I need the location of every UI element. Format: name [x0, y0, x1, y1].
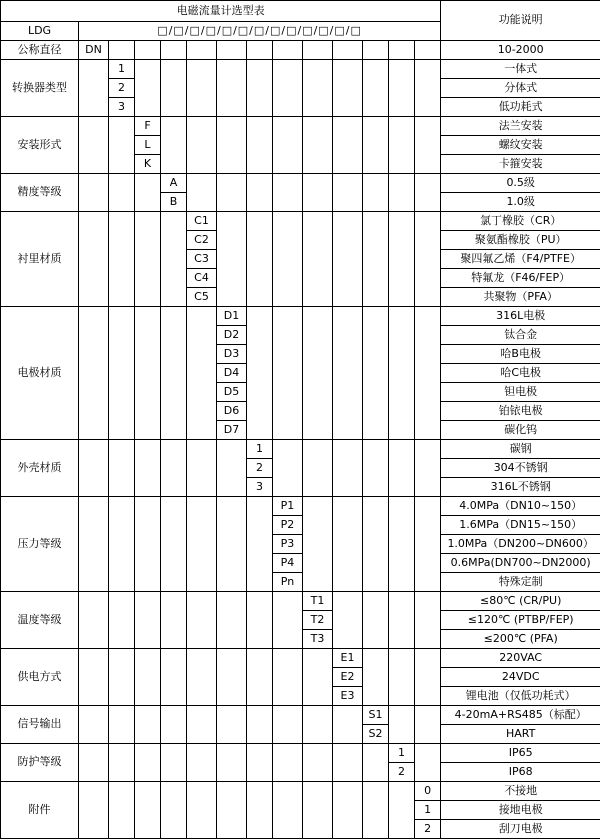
- desc-cell: 220VAC: [441, 649, 600, 668]
- desc-cell: 4.0MPa（DN10~150）: [441, 497, 600, 516]
- code-cell: D5: [217, 383, 247, 402]
- row-label-10: 信号输出: [1, 706, 79, 744]
- desc-cell: 1.0MPa（DN200~DN600）: [441, 535, 600, 554]
- spacer-cell: [217, 706, 247, 744]
- desc-cell: 哈B电极: [441, 345, 600, 364]
- spacer-cell: [273, 706, 303, 744]
- spacer-cell: [79, 782, 109, 839]
- code-cell: 0: [415, 782, 441, 801]
- code-cell: D3: [217, 345, 247, 364]
- spacer-cell: [415, 307, 441, 440]
- spacer-cell: [187, 782, 217, 839]
- code-cell: S1: [363, 706, 389, 725]
- spacer-cell: [135, 212, 161, 307]
- spacer-cell: [187, 592, 217, 649]
- code-cell: 2: [247, 459, 273, 478]
- spacer-cell: [79, 212, 109, 307]
- spacer-cell: [79, 592, 109, 649]
- spacer-cell: [363, 649, 389, 706]
- desc-cell: 氯丁橡胶（CR）: [441, 212, 600, 231]
- row-label-6: 外壳材质: [1, 440, 79, 497]
- code-cell: P4: [273, 554, 303, 573]
- spacer-cell: [415, 706, 441, 744]
- spacer-cell: [303, 497, 333, 592]
- spacer-cell: [135, 497, 161, 592]
- code-cell: A: [161, 174, 187, 193]
- code-cell: P2: [273, 516, 303, 535]
- spacer-cell: [135, 649, 161, 706]
- spacer-cell: [363, 497, 389, 592]
- spacer-cell: [161, 117, 187, 174]
- spacer-cell: [109, 41, 135, 60]
- spacer-cell: [135, 440, 161, 497]
- spacer-cell: [161, 497, 187, 592]
- spacer-cell: [217, 41, 247, 60]
- desc-cell: 10-2000: [441, 41, 600, 60]
- spacer-cell: [161, 592, 187, 649]
- spacer-cell: [247, 497, 273, 592]
- desc-cell: 法兰安装: [441, 117, 600, 136]
- spacer-cell: [303, 212, 333, 307]
- spacer-cell: [333, 592, 363, 649]
- table-row: [1, 706, 600, 725]
- spacer-cell: [415, 649, 441, 706]
- spacer-cell: [135, 174, 161, 212]
- code-cell: D6: [217, 402, 247, 421]
- code-cell: C2: [187, 231, 217, 250]
- spacer-cell: [109, 744, 135, 782]
- spacer-cell: [187, 649, 217, 706]
- spacer-cell: [273, 649, 303, 706]
- spacer-cell: [161, 782, 187, 839]
- spacer-cell: [217, 782, 247, 839]
- spacer-cell: [415, 497, 441, 592]
- spacer-cell: [135, 706, 161, 744]
- code-cell: C3: [187, 250, 217, 269]
- spacer-cell: [333, 117, 363, 174]
- desc-cell: IP65: [441, 744, 600, 763]
- table-row: [1, 212, 600, 231]
- spacer-cell: [161, 649, 187, 706]
- spacer-cell: [247, 307, 273, 440]
- spacer-cell: [187, 117, 217, 174]
- spacer-cell: [303, 782, 333, 839]
- spacer-cell: [217, 117, 247, 174]
- desc-cell: 哈C电极: [441, 364, 600, 383]
- desc-cell: 24VDC: [441, 668, 600, 687]
- code-cell: 1: [415, 801, 441, 820]
- spacer-cell: [187, 60, 217, 117]
- code-cell: T1: [303, 592, 333, 611]
- spacer-cell: [135, 744, 161, 782]
- spacer-cell: [303, 307, 333, 440]
- spacer-cell: [333, 307, 363, 440]
- code-cell: 1: [109, 60, 135, 79]
- spacer-cell: [303, 744, 333, 782]
- spacer-cell: [217, 744, 247, 782]
- code-cell: D1: [217, 307, 247, 326]
- spacer-cell: [415, 174, 441, 212]
- desc-cell: HART: [441, 725, 600, 744]
- row-label-3: 精度等级: [1, 174, 79, 212]
- spacer-cell: [247, 174, 273, 212]
- desc-cell: 不接地: [441, 782, 600, 801]
- spacer-cell: [363, 41, 389, 60]
- spacer-cell: [217, 649, 247, 706]
- code-cell: 1: [247, 440, 273, 459]
- spacer-cell: [247, 649, 273, 706]
- table-row: [1, 592, 600, 611]
- code-cell: S2: [363, 725, 389, 744]
- desc-cell: 1.0级: [441, 193, 600, 212]
- spacer-cell: [109, 592, 135, 649]
- spacer-cell: [273, 744, 303, 782]
- spacer-cell: [303, 706, 333, 744]
- spacer-cell: [389, 497, 415, 592]
- model-code-slots: □/□/□/□/□/□/□/□/□/□/□/□/□: [79, 22, 441, 41]
- spacer-cell: [389, 782, 415, 839]
- code-cell: E3: [333, 687, 363, 706]
- table-row: [1, 307, 600, 326]
- code-cell: DN: [79, 41, 109, 60]
- table-row: [1, 744, 600, 763]
- desc-cell: 304不锈钢: [441, 459, 600, 478]
- table-row: [1, 782, 600, 801]
- row-label-5: 电极材质: [1, 307, 79, 440]
- spacer-cell: [79, 649, 109, 706]
- desc-cell: 铂铱电极: [441, 402, 600, 421]
- spacer-cell: [79, 174, 109, 212]
- spacer-cell: [273, 60, 303, 117]
- row-label-9: 供电方式: [1, 649, 79, 706]
- code-cell: 2: [389, 763, 415, 782]
- spacer-cell: [273, 307, 303, 440]
- desc-cell: 316L不锈钢: [441, 478, 600, 497]
- spacer-cell: [389, 174, 415, 212]
- spacer-cell: [247, 706, 273, 744]
- code-cell: P3: [273, 535, 303, 554]
- spacer-cell: [415, 440, 441, 497]
- code-cell: E1: [333, 649, 363, 668]
- desc-cell: 特殊定制: [441, 573, 600, 592]
- spacer-cell: [161, 440, 187, 497]
- spacer-cell: [389, 706, 415, 744]
- desc-cell: 聚氨酯橡胶（PU）: [441, 231, 600, 250]
- desc-cell: 一体式: [441, 60, 600, 79]
- desc-cell: 分体式: [441, 79, 600, 98]
- spacer-cell: [363, 592, 389, 649]
- spacer-cell: [333, 60, 363, 117]
- table-row: [1, 649, 600, 668]
- spacer-cell: [79, 307, 109, 440]
- desc-cell: ≤120℃ (PTBP/FEP): [441, 611, 600, 630]
- spacer-cell: [79, 117, 109, 174]
- spacer-cell: [273, 440, 303, 497]
- spacer-cell: [389, 212, 415, 307]
- spacer-cell: [247, 592, 273, 649]
- row-label-0: 公称直径: [1, 41, 79, 60]
- table-row: [1, 174, 600, 193]
- desc-cell: 碳钢: [441, 440, 600, 459]
- spacer-cell: [389, 117, 415, 174]
- spacer-cell: [161, 307, 187, 440]
- spacer-cell: [333, 706, 363, 744]
- spacer-cell: [217, 592, 247, 649]
- spacer-cell: [415, 592, 441, 649]
- spacer-cell: [187, 440, 217, 497]
- spacer-cell: [109, 212, 135, 307]
- table-row: [1, 117, 600, 136]
- row-label-12: 附件: [1, 782, 79, 839]
- spacer-cell: [247, 744, 273, 782]
- spacer-cell: [333, 782, 363, 839]
- spacer-cell: [79, 497, 109, 592]
- desc-cell: 刮刀电极: [441, 820, 600, 839]
- code-cell: Pn: [273, 573, 303, 592]
- spacer-cell: [415, 60, 441, 117]
- spacer-cell: [109, 706, 135, 744]
- code-cell: F: [135, 117, 161, 136]
- spacer-cell: [187, 307, 217, 440]
- code-cell: C4: [187, 269, 217, 288]
- code-cell: B: [161, 193, 187, 212]
- desc-cell: 钛合金: [441, 326, 600, 345]
- spacer-cell: [303, 174, 333, 212]
- spacer-cell: [333, 174, 363, 212]
- spacer-cell: [273, 41, 303, 60]
- code-cell: T2: [303, 611, 333, 630]
- spacer-cell: [109, 174, 135, 212]
- spacer-cell: [217, 60, 247, 117]
- code-cell: 3: [109, 98, 135, 117]
- spacer-cell: [217, 212, 247, 307]
- spacer-cell: [303, 649, 333, 706]
- desc-cell: 0.5级: [441, 174, 600, 193]
- spacer-cell: [389, 307, 415, 440]
- code-cell: 3: [247, 478, 273, 497]
- code-cell: D2: [217, 326, 247, 345]
- row-label-4: 衬里材质: [1, 212, 79, 307]
- spacer-cell: [273, 117, 303, 174]
- desc-cell: 聚四氟乙烯（F4/PTFE）: [441, 250, 600, 269]
- spacer-cell: [363, 174, 389, 212]
- spacer-cell: [303, 440, 333, 497]
- code-cell: P1: [273, 497, 303, 516]
- desc-cell: 碳化钨: [441, 421, 600, 440]
- desc-cell: 钽电极: [441, 383, 600, 402]
- desc-cell: ≤80℃ (CR/PU): [441, 592, 600, 611]
- spacer-cell: [415, 744, 441, 782]
- spacer-cell: [389, 592, 415, 649]
- spacer-cell: [333, 744, 363, 782]
- spacer-cell: [333, 212, 363, 307]
- spacer-cell: [135, 782, 161, 839]
- spacer-cell: [161, 744, 187, 782]
- spacer-cell: [109, 117, 135, 174]
- spacer-cell: [363, 744, 389, 782]
- desc-cell: 锂电池（仅低功耗式）: [441, 687, 600, 706]
- spacer-cell: [247, 212, 273, 307]
- spacer-cell: [363, 307, 389, 440]
- desc-cell: 特氟龙（F46/FEP）: [441, 269, 600, 288]
- spacer-cell: [135, 60, 161, 117]
- code-cell: E2: [333, 668, 363, 687]
- spacer-cell: [389, 649, 415, 706]
- spacer-cell: [187, 744, 217, 782]
- code-cell: 2: [109, 79, 135, 98]
- spacer-cell: [187, 497, 217, 592]
- desc-cell: 螺纹安装: [441, 136, 600, 155]
- spacer-cell: [273, 212, 303, 307]
- spacer-cell: [217, 440, 247, 497]
- table-row: [1, 41, 600, 60]
- spacer-cell: [109, 649, 135, 706]
- spacer-cell: [187, 706, 217, 744]
- spacer-cell: [109, 782, 135, 839]
- desc-cell: 316L电极: [441, 307, 600, 326]
- spacer-cell: [217, 174, 247, 212]
- spacer-cell: [303, 117, 333, 174]
- desc-cell: 接地电极: [441, 801, 600, 820]
- spacer-cell: [415, 117, 441, 174]
- row-label-8: 温度等级: [1, 592, 79, 649]
- spacer-cell: [135, 41, 161, 60]
- spacer-cell: [389, 440, 415, 497]
- row-label-1: 转换器类型: [1, 60, 79, 117]
- code-cell: C1: [187, 212, 217, 231]
- spacer-cell: [363, 117, 389, 174]
- desc-cell: ≤200℃ (PFA): [441, 630, 600, 649]
- table-header-row: [1, 1, 600, 22]
- spacer-cell: [109, 307, 135, 440]
- spacer-cell: [135, 307, 161, 440]
- spacer-cell: [247, 782, 273, 839]
- spacer-cell: [389, 60, 415, 117]
- code-cell: D4: [217, 364, 247, 383]
- desc-cell: 0.6MPa(DN700~DN2000): [441, 554, 600, 573]
- spacer-cell: [333, 41, 363, 60]
- table-row: [1, 440, 600, 459]
- desc-cell: 低功耗式: [441, 98, 600, 117]
- spacer-cell: [79, 706, 109, 744]
- spacer-cell: [415, 41, 441, 60]
- desc-cell: 4-20mA+RS485（标配）: [441, 706, 600, 725]
- desc-cell: 1.6MPa（DN15~150）: [441, 516, 600, 535]
- table-row: [1, 497, 600, 516]
- spacer-cell: [161, 41, 187, 60]
- spacer-cell: [247, 41, 273, 60]
- spacer-cell: [303, 60, 333, 117]
- spacer-cell: [79, 744, 109, 782]
- spacer-cell: [79, 60, 109, 117]
- spacer-cell: [333, 497, 363, 592]
- spacer-cell: [247, 60, 273, 117]
- code-cell: L: [135, 136, 161, 155]
- spacer-cell: [161, 60, 187, 117]
- row-label-11: 防护等级: [1, 744, 79, 782]
- spacer-cell: [79, 440, 109, 497]
- spacer-cell: [303, 41, 333, 60]
- table-row: [1, 60, 600, 79]
- spacer-cell: [363, 212, 389, 307]
- spacer-cell: [109, 440, 135, 497]
- code-cell: D7: [217, 421, 247, 440]
- code-cell: K: [135, 155, 161, 174]
- desc-cell: 共聚物（PFA）: [441, 288, 600, 307]
- model-prefix: LDG: [1, 22, 79, 41]
- spacer-cell: [273, 782, 303, 839]
- spacer-cell: [415, 212, 441, 307]
- spacer-cell: [273, 592, 303, 649]
- spacer-cell: [363, 60, 389, 117]
- spacer-cell: [109, 497, 135, 592]
- spacer-cell: [363, 440, 389, 497]
- desc-column-header: 功能说明: [441, 1, 600, 41]
- spacer-cell: [273, 174, 303, 212]
- row-label-2: 安装形式: [1, 117, 79, 174]
- spacer-cell: [187, 41, 217, 60]
- code-cell: T3: [303, 630, 333, 649]
- desc-cell: IP68: [441, 763, 600, 782]
- spacer-cell: [333, 440, 363, 497]
- page-title: 电磁流量计选型表: [1, 1, 441, 22]
- desc-cell: 卡箍安装: [441, 155, 600, 174]
- row-label-7: 压力等级: [1, 497, 79, 592]
- spacer-cell: [389, 41, 415, 60]
- code-cell: 2: [415, 820, 441, 839]
- spacer-cell: [247, 117, 273, 174]
- code-cell: 1: [389, 744, 415, 763]
- spacer-cell: [363, 782, 389, 839]
- spacer-cell: [161, 212, 187, 307]
- spacer-cell: [217, 497, 247, 592]
- spacer-cell: [161, 706, 187, 744]
- spacer-cell: [135, 592, 161, 649]
- code-cell: C5: [187, 288, 217, 307]
- spacer-cell: [187, 174, 217, 212]
